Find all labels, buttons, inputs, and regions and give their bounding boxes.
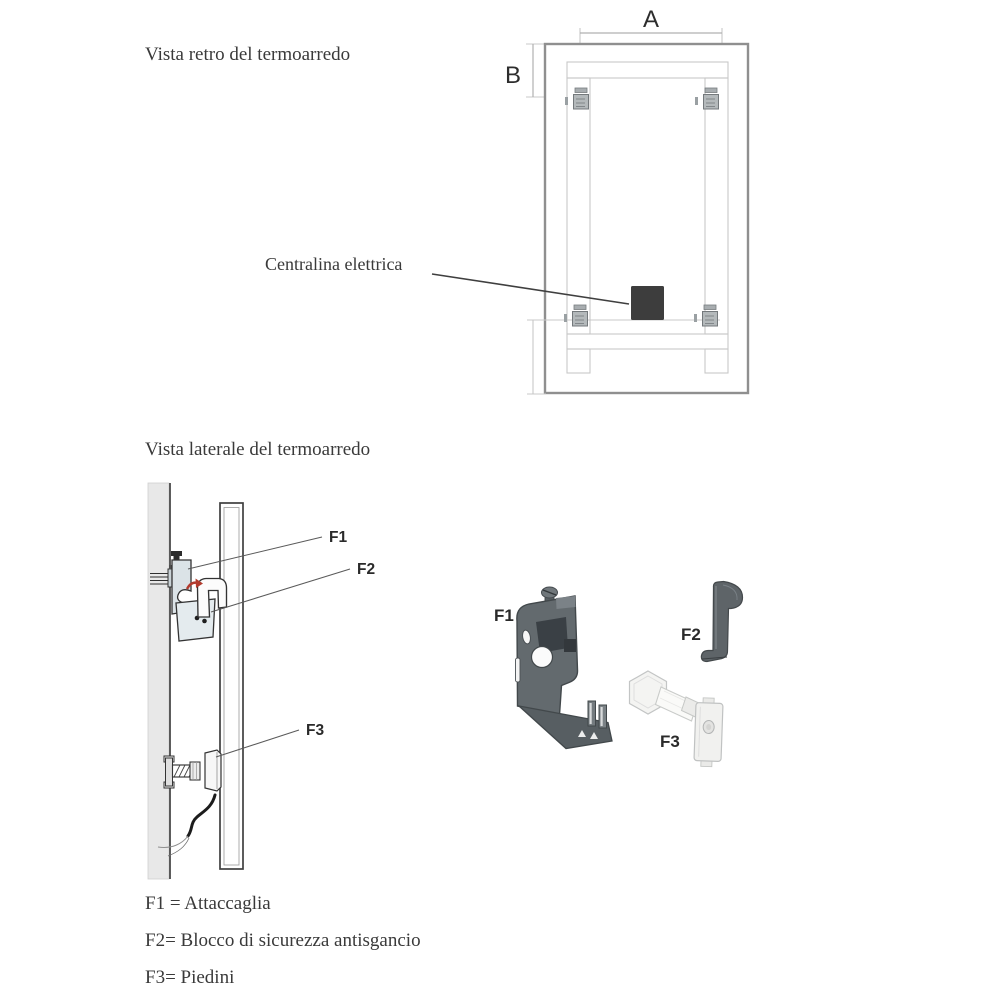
part-label-f1: F1 [494, 606, 514, 625]
hanger-hole-right [202, 619, 207, 624]
f1-square-hole [564, 639, 576, 652]
part-f1-render [494, 587, 612, 749]
rear-view-diagram [432, 6, 748, 394]
radiator-panel-side [220, 503, 243, 869]
f1-plate-step [556, 596, 576, 609]
dim-b-label: B [504, 62, 522, 89]
legend-item-f2: F2= Blocco di sicurezza antisgancio [145, 930, 421, 951]
side-label-f3: F3 [306, 722, 325, 739]
foot-wall-plate [166, 758, 173, 786]
side-view-title: Vista laterale del termoarredo [145, 439, 371, 460]
f1-slot-hole [516, 658, 521, 682]
centralina-callout-label: Centralina elettrica [265, 254, 403, 274]
f1-bottom-shelf [519, 706, 612, 749]
legend-item-f1: F1 = Attaccaglia [145, 893, 271, 914]
side-label-f2: F2 [357, 561, 376, 578]
f1-prong-highlight-left [590, 703, 592, 724]
rod-collar [190, 762, 200, 780]
f1-prong-left [588, 701, 596, 726]
dim-a-label: A [642, 6, 660, 33]
foot-assembly [164, 750, 221, 791]
power-cable [188, 795, 215, 836]
side-view-diagram [148, 483, 375, 879]
rear-view-title: Vista retro del termoarredo [145, 44, 351, 65]
parts-panel [494, 582, 743, 767]
part-label-f3: F3 [660, 732, 680, 751]
f1-prong-right [599, 705, 607, 728]
f1-prong-highlight-right [601, 707, 603, 726]
part-f3-render [630, 671, 724, 767]
wall [148, 483, 169, 879]
centralina-box [631, 286, 664, 320]
part-label-f2: F2 [681, 625, 701, 644]
part-f2-render [681, 582, 743, 662]
f3-mount-plate-group [694, 698, 723, 767]
f1-round-hole [532, 647, 553, 668]
legend-item-f3: F3= Piedini [145, 967, 235, 988]
side-label-f1: F1 [329, 529, 348, 546]
leader-line-f1 [188, 537, 322, 569]
